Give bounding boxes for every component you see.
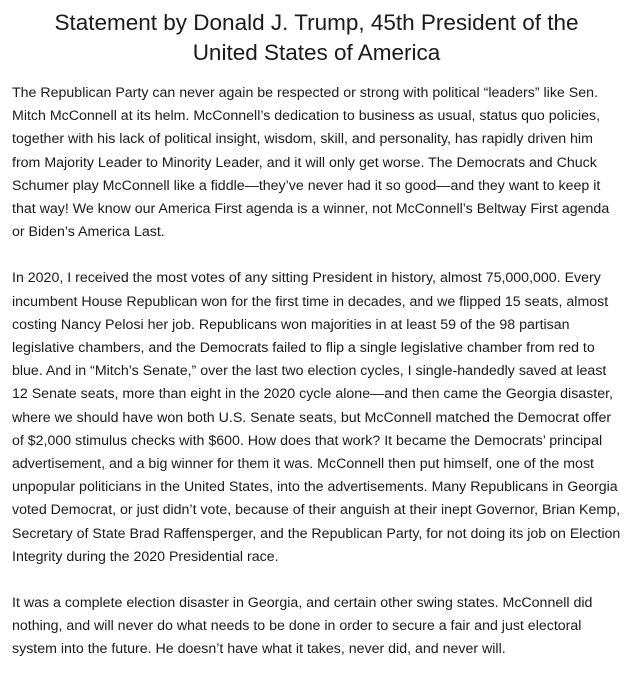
title-line-2: United States of America: [192, 40, 441, 65]
paragraph-1: The Republican Party can never again be respected or strong with political “leaders” like Sen. Mitch McConnell at its helm. McConnell’s dedication to business as usual, status quo policies, together with his lack of political insight, wisdom, skill, and personality, has rapidly driven him from Majority Leader to Minority Leader, and it will only get worse. The Democrats and Chuck Schumer play McConnell like a fiddle—they’ve never had it so good—and they want to keep it that way! We know our America First agenda is a winner, not McConnell’s Beltway First agenda or Biden’s America Last.: [12, 85, 610, 241]
paragraph-2: In 2020, I received the most votes of any sitting President in history, almost 75,000,000. Every incumbent House Republican won for the first time in decades, and we flipped 15 seats, almost costing Nancy Pelosi her job. Republicans won majorities in at least 59 of the 98 partisan legislative chambers, and the Democrats failed to flip a single legislative chamber from red to blue. And in “Mitch’s Senate,” over the last two election cycles, I single-handedly saved at least 12 Senate seats, more than eight in the 2020 cycle alone—and then came the Georgia disaster, where we should have won both U.S. Senate seats, but McConnell matched the Democrat offer of $2,000 stimulus checks with $600. How does that work? It became the Democrats’ principal advertisement, and a big winner for them it was. McConnell then put himself, one of the most unpopular politicians in the United States, into the advertisements. Many Republicans in Georgia voted Democrat, or just didn’t vote, because of their anguish at their inept Governor, Brian Kemp, Secretary of State Brad Raffensperger, and the Republican Party, for not doing its job on Election Integrity during the 2020 Presidential race.: [12, 270, 621, 565]
paragraph-3: It was a complete election disaster in Georgia, and certain other swing states. McConnell did nothing, and will never do what needs to be done in order to secure a fair and just electoral system into the future. He doesn’t have what it takes, never did, and never will.: [12, 595, 593, 658]
statement-title: [12, 8, 621, 68]
title-line-1: Statement by Donald J. Trump, 45th President of the: [54, 10, 579, 35]
